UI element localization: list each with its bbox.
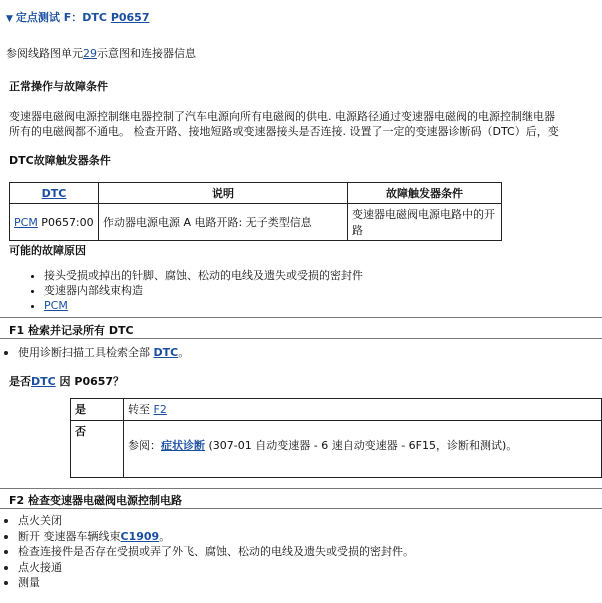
list-item: [4, 513, 414, 529]
list-item: • 变速器内部线束构造: [44, 283, 363, 298]
list-item: [4, 529, 414, 545]
bullet-icon: [4, 550, 8, 554]
list-item: [4, 544, 414, 560]
step-text: 点火关闭: [18, 514, 62, 527]
no-label: 否: [71, 421, 124, 478]
intro-line: [6, 45, 196, 61]
divider: [0, 488, 602, 489]
f1-step: [4, 344, 189, 360]
possible-causes-heading: 可能的故障原因: [9, 244, 86, 257]
dtc-trigger-heading: DTC故障触发器条件: [9, 154, 111, 167]
title-code-link[interactable]: P0657: [110, 11, 150, 24]
f2-steps-list: [4, 513, 414, 591]
no-text-post: (307-01 自动变速器 - 6 速自动变速器 - 6F15，诊断和测试)。: [205, 439, 518, 452]
dtc-trigger-table: [9, 182, 502, 241]
f2-heading: F2 检查变速器电磁阀电源控制电路: [9, 494, 182, 507]
goto-f2-link[interactable]: F2: [153, 403, 167, 416]
f1-question: [9, 373, 124, 389]
pcm-cause-link[interactable]: PCM: [44, 299, 68, 312]
list-item: [44, 298, 363, 313]
step-text: 测量: [18, 576, 40, 589]
c1909-link[interactable]: C1909: [120, 529, 160, 543]
yes-label: 是: [71, 399, 124, 421]
f1-step-text: 使用诊断扫描工具检索全部: [18, 346, 154, 359]
pcm-link[interactable]: PCM: [14, 215, 38, 229]
possible-causes-list: [20, 268, 363, 313]
dtc-link[interactable]: DTC: [153, 346, 179, 359]
dtc-description-cell: 作动器电源电源 A 电路开路: 无子类型信息: [99, 204, 348, 241]
no-cell: [124, 421, 602, 478]
table-row: [10, 204, 502, 241]
list-item: [4, 560, 414, 576]
intro-text-end: 示意图和连接器信息: [97, 47, 196, 60]
answer-row-yes: [71, 399, 602, 421]
list-item: [4, 575, 414, 591]
bullet-icon: [4, 351, 8, 355]
wiring-unit-link[interactable]: 29: [83, 47, 97, 60]
dtc-condition-cell: 变速器电磁阀电源电路中的开路: [348, 204, 502, 241]
dtc-header-link[interactable]: DTC: [41, 186, 67, 200]
symptom-diagnosis-link[interactable]: 症状诊断: [161, 439, 205, 452]
step-text: 断开 变速器车辆线束: [18, 529, 121, 543]
bullet-icon: [4, 566, 8, 570]
bullet-icon: [4, 581, 8, 585]
yes-cell: [124, 399, 602, 421]
normal-operation-heading: 正常操作与故障条件: [9, 80, 108, 93]
normal-operation-line-2: 所有的电磁阀都不通电。 检查开路、接地短路或变速器接头是否连接. 设置了一定的变速器诊断码（DTC）后，变: [9, 125, 559, 138]
bullet-icon: [4, 535, 8, 539]
question-pre: 是否: [9, 375, 31, 388]
title-prefix: 定点测试 F：DTC: [15, 11, 111, 24]
divider: [0, 317, 602, 318]
list-item: • 接头受损或掉出的针脚、腐蚀、松动的电线及遗失或受损的密封件: [44, 268, 363, 283]
column-header-condition: 故障触发器条件: [348, 183, 502, 204]
column-header-description: 说明: [99, 183, 348, 204]
normal-operation-line-1: 变速器电磁阀电源控制继电器控制了汽车电源向所有电磁阀的供电. 电源路径通过变速器电磁阀的电源控制继电器: [9, 110, 555, 123]
answer-table: [70, 398, 602, 478]
column-header-dtc[interactable]: [10, 183, 99, 204]
f1-heading: F1 检索并记录所有 DTC: [9, 324, 134, 337]
intro-text: 参阅线路图单元: [6, 47, 83, 60]
f1-step-end: 。: [178, 346, 190, 359]
bullet-icon: [4, 519, 8, 523]
step-end: 。: [159, 529, 171, 543]
answer-row-no: [71, 421, 602, 478]
dtc-code: P0657:00: [37, 215, 94, 229]
page-title[interactable]: [6, 9, 150, 25]
yes-text: 转至: [128, 403, 154, 416]
divider: [0, 508, 602, 509]
step-text: 检查连接件是否存在受损或弄了外飞、腐蚀、松动的电线及遗失或受损的密封件。: [18, 545, 414, 558]
dtc-code-cell: [10, 204, 99, 241]
step-text: 点火接通: [18, 560, 62, 574]
question-dtc-link[interactable]: DTC: [31, 375, 56, 388]
divider: [0, 338, 602, 339]
question-post: 因 P0657？: [55, 375, 125, 388]
no-text-pre: 参阅：: [128, 439, 161, 452]
table-header-row: [10, 183, 502, 204]
collapse-triangle-icon[interactable]: ▼: [6, 14, 13, 24]
